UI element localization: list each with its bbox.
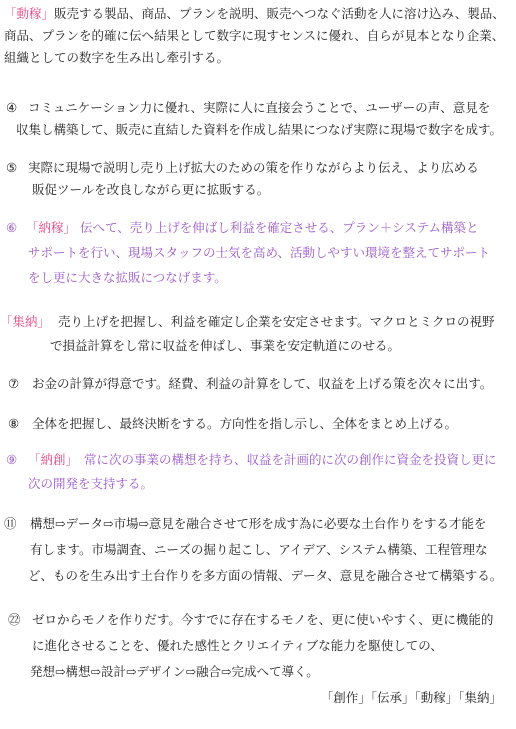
shuno-text-1: 売り上げを把握し、利益を確定し企業を安定させます。マクロとミクロの視野 xyxy=(58,314,495,329)
intro-text: 販売する製品、商品、プランを説明、販売へつなぐ活動を人に溶け込み、製品、 xyxy=(54,6,505,21)
item9-text-1: 常に次の事業の構想を持ち、収益を計画的に次の創作に資金を投資し更に xyxy=(84,452,497,467)
shuno-tag: 「集納」 xyxy=(0,314,51,329)
item7-number: ⑦ xyxy=(8,376,20,391)
item8-number: ⑧ xyxy=(8,416,20,431)
item22-line-2: に進化させることを、優れた感性とクリエイティブな能力を駆使しての、 xyxy=(32,638,443,653)
item4-number: ④ xyxy=(6,100,18,115)
item5-line-2: 販促ツールを改良しながら更に拡販する。 xyxy=(32,182,270,197)
shuno-line-2: で損益計算をし常に収益を伸ばし、事業を安定軌道にのせる。 xyxy=(50,338,401,353)
footer-labels: 「創作」「伝承」「動稼」「集納」 xyxy=(320,690,502,705)
item11-line-3: ど、ものを生み出す土台作りを多方面の情報、データ、意見を融合させて構築する。 xyxy=(28,568,503,583)
item7-text-1: お金の計算が得意です。経費、利益の計算をして、収益を上げる策を次々に出す。 xyxy=(32,376,493,391)
item6-line-1 xyxy=(6,218,479,238)
intro-tag: 「動稼」 xyxy=(4,6,55,21)
item11-line-2: 有します。市場調査、ニーズの掘り起こし、アイデア、システム構築、工程管理な xyxy=(30,542,488,557)
item22-line-3: 発想⇨構想⇨設計⇨デザイン⇨融合⇨完成へて導く。 xyxy=(30,664,319,679)
item8-text-1: 全体を把握し、最終決断をする。方向性を指し示し、全体をまとめ上げる。 xyxy=(32,416,458,431)
item4-line-1 xyxy=(6,98,490,118)
item11-text-1: 構想⇨データ⇨市場⇨意見を融合させて形を成す為に必要な土台作りをする才能を xyxy=(30,516,487,531)
item5-number: ⑤ xyxy=(6,160,18,175)
item7-line-1 xyxy=(8,374,492,394)
shuno-line-1 xyxy=(0,312,495,332)
item6-line-2: サポートを行い、現場スタッフの士気を高め、活動しやすい環境を整えてサポート xyxy=(28,245,491,260)
item11-number: ⑪ xyxy=(4,516,17,531)
item9-tag: 「納創」 xyxy=(28,452,79,467)
item9-number: ⑨ xyxy=(6,452,18,467)
intro-line-3: 組織としての数字を生み出し牽引する。 xyxy=(4,50,230,65)
item6-tag: 「納稼」 xyxy=(26,220,77,235)
item4-text-1: コミュニケーション力に優れ、実際に人に直接会うことで、ユーザーの声、意見を xyxy=(28,100,491,115)
item4-line-2: 収集し構築して、販売に直結した資料を作成し結果につなげ実際に現場で数字を成す。 xyxy=(16,122,503,137)
intro-line-1 xyxy=(4,4,505,24)
item6-number: ⑥ xyxy=(6,220,18,235)
intro-line-2: 商品、プランを的確に伝へ結果として数字に現すセンスに優れ、自らが見本となり企業、 xyxy=(4,28,505,43)
item6-line-3: をし更に大きな拡販につなげます。 xyxy=(28,270,227,285)
item5-line-1 xyxy=(6,158,479,178)
item6-text-1: 伝へて、売り上げを伸ばし利益を確定させる、プラン＋システム構築と xyxy=(80,220,479,235)
item22-line-1 xyxy=(8,610,493,630)
item11-line-1 xyxy=(4,514,486,534)
item5-text-1: 実際に現場で説明し売り上げ拡大のための策を作りながらより伝え、より広める xyxy=(28,160,479,175)
item9-line-1 xyxy=(6,450,497,470)
item9-line-2: 次の開発を支持する。 xyxy=(28,476,154,491)
item8-line-1 xyxy=(8,414,457,434)
item22-text-1: ゼロからモノを作りだす。今すでに存在するモノを、更に使いやすく、更に機能的 xyxy=(32,612,494,627)
item22-number: ㉒ xyxy=(8,612,21,627)
